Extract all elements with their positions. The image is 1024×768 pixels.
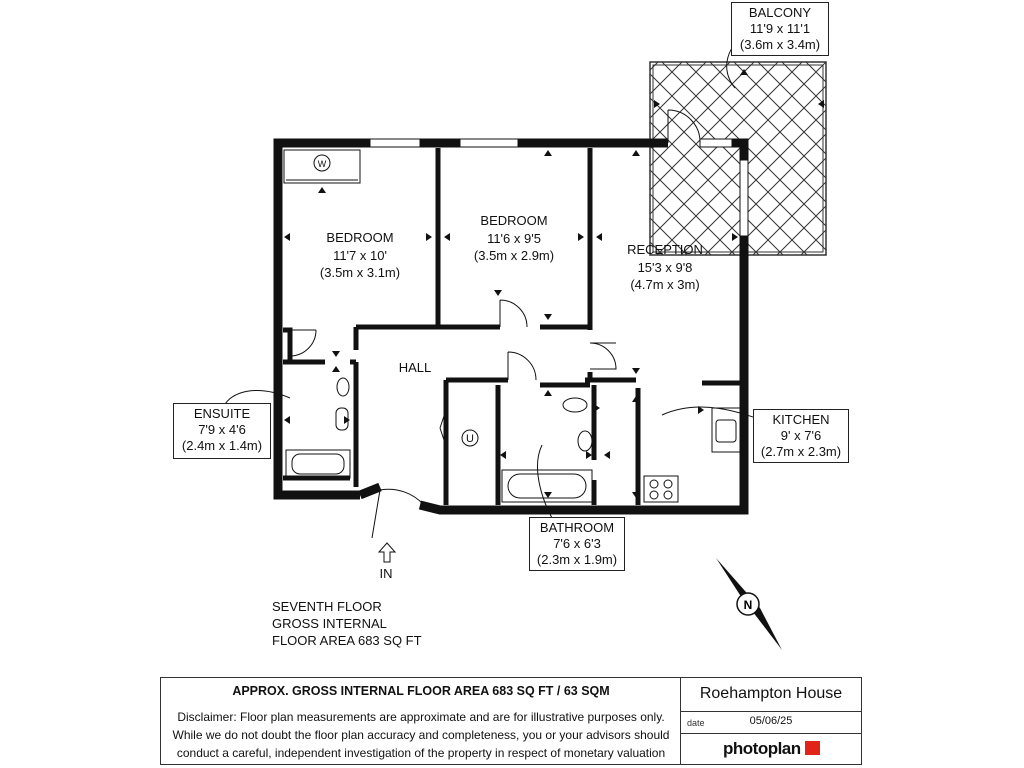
property-name: Roehampton House <box>681 678 861 712</box>
entrance-arrow-icon <box>379 543 395 562</box>
hall-name: HALL <box>398 360 432 375</box>
compass-north-label: N <box>743 598 753 612</box>
ensuite-label: ENSUITE 7'9 x 4'6 (2.4m x 1.4m) <box>173 403 271 459</box>
brand-logo-icon <box>805 741 820 755</box>
bedroom1-dims: 11'7 x 10' <box>333 248 387 263</box>
bedroom2-metric: (3.5m x 2.9m) <box>473 248 555 263</box>
reception-metric: (4.7m x 3m) <box>630 277 700 292</box>
floor-area-headline: APPROX. GROSS INTERNAL FLOOR AREA 683 SQ FT / 63 SQM <box>232 684 610 698</box>
balcony-label: BALCONY 11'9 x 11'1 (3.6m x 3.4m) <box>731 2 829 56</box>
bedroom1-name: BEDROOM <box>326 230 394 245</box>
washer-label: W <box>317 159 327 169</box>
bedroom2-dims: 11'6 x 9'5 <box>487 231 541 246</box>
disclaimer: Disclaimer: Floor plan measurements are approximate and are for illustrative purposes only. While we do not doubt the floor plan accuracy and completeness, you or your advisors should conduct a careful, independent investigation of the property in respect of monetary valuation <box>172 710 670 760</box>
bedroom1-metric: (3.5m x 3.1m) <box>319 265 401 280</box>
floor-info: SEVENTH FLOOR GROSS INTERNAL FLOOR AREA 683 SQ FT <box>272 599 422 648</box>
entrance-label: IN <box>379 566 393 581</box>
reception-name: RECEPTION <box>627 242 703 257</box>
bathroom-label: BATHROOM 7'6 x 6'3 (2.3m x 1.9m) <box>529 517 625 571</box>
reception-dims: 15'3 x 9'8 <box>637 260 693 275</box>
bedroom2-name: BEDROOM <box>480 213 548 228</box>
brand-name: photoplan <box>723 739 801 758</box>
kitchen-label: KITCHEN 9' x 7'6 (2.7m x 2.3m) <box>753 409 849 463</box>
compass-icon <box>716 558 782 650</box>
date-label: date <box>687 718 705 728</box>
footer-panel <box>160 677 862 765</box>
date-value: 05/06/25 <box>749 715 793 727</box>
balcony-area <box>650 62 826 255</box>
utility-label: U <box>466 433 474 445</box>
